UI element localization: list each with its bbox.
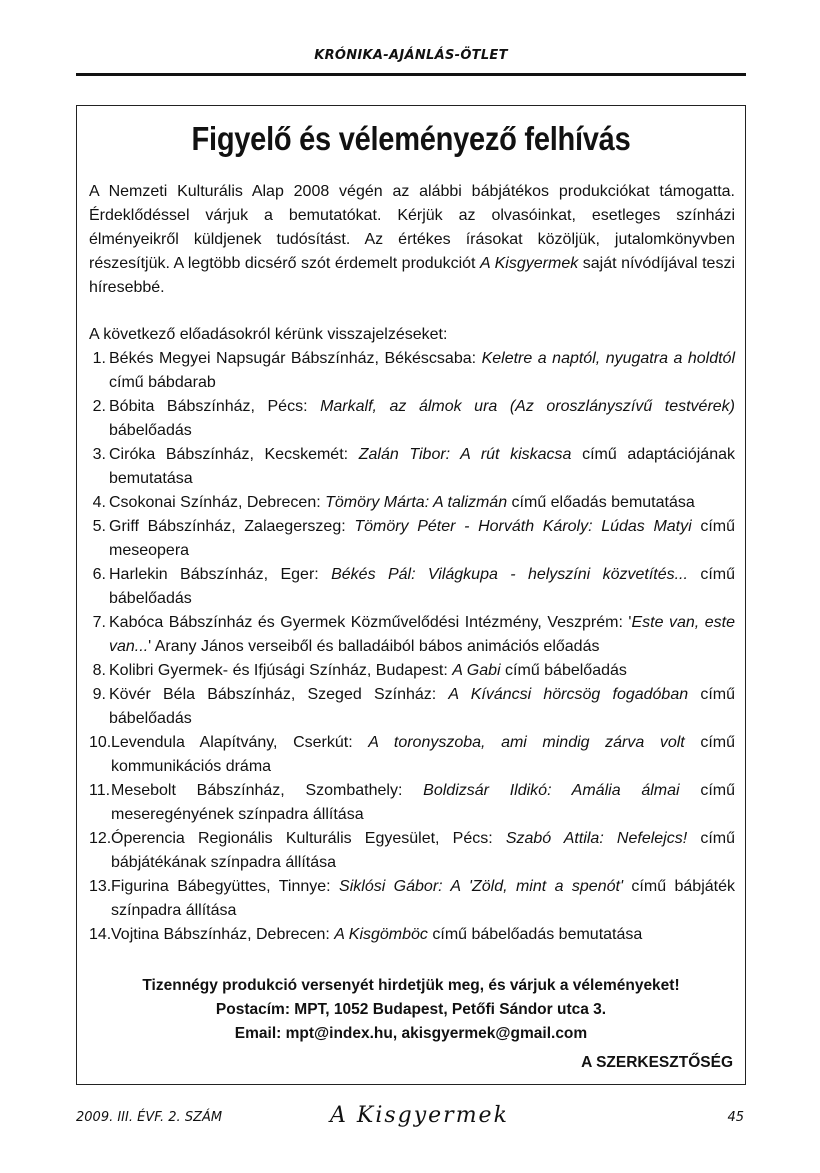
list-item-description: című adaptációjának bemutatása — [109, 446, 736, 487]
list-item-venue: Óperencia Regionális Kulturális Egyesület, Pécs: — [111, 830, 506, 847]
list-item — [89, 779, 735, 827]
list-item-title: Békés Pál: Világkupa - helyszíni közvetítés... — [331, 566, 688, 583]
list-item-title: Zalán Tibor: A rút kiskacsa — [358, 446, 572, 463]
list-item-description: című bábelőadás — [109, 686, 736, 727]
list-item-venue: Griff Bábszínház, Zalaegerszeg: — [109, 518, 355, 535]
article-content — [89, 180, 735, 947]
signature: A SZERKESZTŐSÉG — [581, 1054, 733, 1071]
list-item-description: ' Arany János verseiből és balladáiból bábos animációs előadás — [148, 638, 600, 655]
list-item-description: című meseregényének színpadra állítása — [111, 782, 736, 823]
section-header: KRÓNIKA-AJÁNLÁS-ÖTLET — [314, 48, 508, 63]
list-item — [89, 827, 735, 875]
list-item-number: 13. — [89, 878, 112, 895]
list-item-venue: Ciróka Bábszínház, Kecskemét: — [109, 446, 359, 463]
list-item-title: Siklósi Gábor: A 'Zöld, mint a spenót' — [339, 878, 623, 895]
footer-issue: 2009. III. ÉVF. 2. SZÁM — [76, 1110, 223, 1125]
list-item-description: című bábelőadás — [109, 566, 735, 607]
list-item-number: 3. — [92, 446, 106, 463]
list-item-venue: Levendula Alapítvány, Cserkút: — [111, 734, 369, 751]
list-item-venue: Harlekin Bábszínház, Eger: — [109, 566, 332, 583]
list-item-venue: Kövér Béla Bábszínház, Szeged Színház: — [109, 686, 449, 703]
list-item — [89, 611, 735, 659]
list-item-title: Keletre a naptól, nyugatra a holdtól — [481, 350, 736, 367]
list-item — [89, 731, 735, 779]
list-item-number: 1. — [92, 350, 106, 367]
list-item — [89, 563, 735, 611]
list-item-title: A Kíváncsi hörcsög fogadóban — [448, 686, 689, 703]
list-item-title: Tömöry Márta: A talizmán — [325, 494, 508, 511]
list-item — [89, 923, 735, 947]
list-item-number: 2. — [92, 398, 106, 415]
list-item-number: 10. — [89, 734, 112, 751]
list-item-venue: Vojtina Bábszínház, Debrecen: — [111, 926, 335, 943]
list-lead: A következő előadásokról kérünk visszajelzéseket: — [89, 326, 448, 343]
list-item-title: A toronyszoba, ami mindig zárva volt — [368, 734, 685, 751]
list-item — [89, 875, 735, 923]
article-title: Figyelő és véleményező felhívás — [191, 120, 631, 157]
list-item-venue: Csokonai Színház, Debrecen: — [109, 494, 326, 511]
list-item — [89, 347, 735, 395]
list-item-venue: Bóbita Bábszínház, Pécs: — [109, 398, 321, 415]
intro-text-end: saját nívódíjával teszi híresebbé. — [89, 255, 735, 296]
list-item — [89, 683, 735, 731]
list-item-description: című bábjátékának színpadra állítása — [111, 830, 735, 871]
list-item-title: Tömöry Péter - Horváth Károly: Lúdas Matyi — [354, 518, 692, 535]
list-item — [89, 395, 735, 443]
list-item — [89, 515, 735, 563]
intro-magazine-name: A Kisgyermek — [480, 255, 579, 272]
header-rule — [76, 73, 746, 76]
list-item — [89, 491, 735, 515]
list-item — [89, 443, 735, 491]
list-item-title: Markalf, az álmok ura (Az oroszlányszívű testvérek) — [320, 398, 735, 415]
list-item-title: Este van, este van... — [109, 614, 736, 655]
article-box — [76, 105, 746, 1085]
list-item-number: 8. — [92, 662, 106, 679]
list-item-venue: Figurina Bábegyüttes, Tinnye: — [111, 878, 340, 895]
intro-paragraph — [89, 180, 735, 300]
closing-line-1: Tizennégy produkció versenyét hirdetjük meg, és várjuk a véleményeket! — [142, 977, 680, 994]
list-item-description: című bábjáték színpadra állítása — [111, 878, 735, 919]
closing-postal-address: Postacím: MPT, 1052 Budapest, Petőfi Sándor utca 3. — [215, 1001, 607, 1018]
list-item-number: 5. — [92, 518, 106, 535]
list-item-number: 7. — [92, 614, 106, 631]
footer-magazine-name: A Kisgyermek — [330, 1103, 509, 1128]
footer-page-number: 45 — [727, 1110, 744, 1125]
list-item-description: című meseopera — [109, 518, 735, 559]
list-item-venue: Kabóca Bábszínház és Gyermek Közművelődési Intézmény, Veszprém: ' — [109, 614, 632, 631]
list-item-venue: Kolibri Gyermek- és Ifjúsági Színház, Budapest: — [109, 662, 453, 679]
intro-text: A Nemzeti Kulturális Alap 2008 végén az alábbi bábjátékos produkciókat támogatta. Érdeklődéssel várjuk a bemutatókat. Kérjük az olvasóinkat, esetleges színházi élményeikről küldjenek tudósítást. Az értékes írásokat közöljük, jutalomkönyvben részesítjük. A legtöbb dicsérő szót érdemelt produkciót — [89, 183, 735, 272]
production-list — [89, 347, 735, 947]
list-item-description: című kommunikációs dráma — [111, 734, 735, 775]
list-item-description: bábelőadás — [109, 422, 192, 439]
list-item-number: 12. — [89, 830, 112, 847]
list-item-description: című előadás bemutatása — [507, 494, 695, 511]
list-item-number: 9. — [92, 686, 106, 703]
list-item-number: 4. — [92, 494, 106, 511]
list-item-description: című bábelőadás bemutatása — [427, 926, 643, 943]
list-item-description: című bábdarab — [109, 374, 216, 391]
list-item — [89, 659, 735, 683]
list-item-venue: Mesebolt Bábszínház, Szombathely: — [111, 782, 424, 799]
list-item-number: 11. — [89, 782, 111, 799]
list-item-title: A Kisgömböc — [334, 926, 428, 943]
list-item-number: 6. — [92, 566, 106, 583]
closing-block — [77, 974, 745, 1046]
list-item-number: 14. — [89, 926, 112, 943]
list-item-title: Szabó Attila: Nefelejcs! — [505, 830, 688, 847]
list-item-venue: Békés Megyei Napsugár Bábszínház, Békéscsaba: — [109, 350, 482, 367]
closing-email: Email: mpt@index.hu, akisgyermek@gmail.com — [234, 1025, 588, 1042]
list-item-description: című bábelőadás — [500, 662, 627, 679]
list-item-title: Boldizsár Ildikó: Amália álmai — [423, 782, 680, 799]
list-item-title: A Gabi — [452, 662, 501, 679]
